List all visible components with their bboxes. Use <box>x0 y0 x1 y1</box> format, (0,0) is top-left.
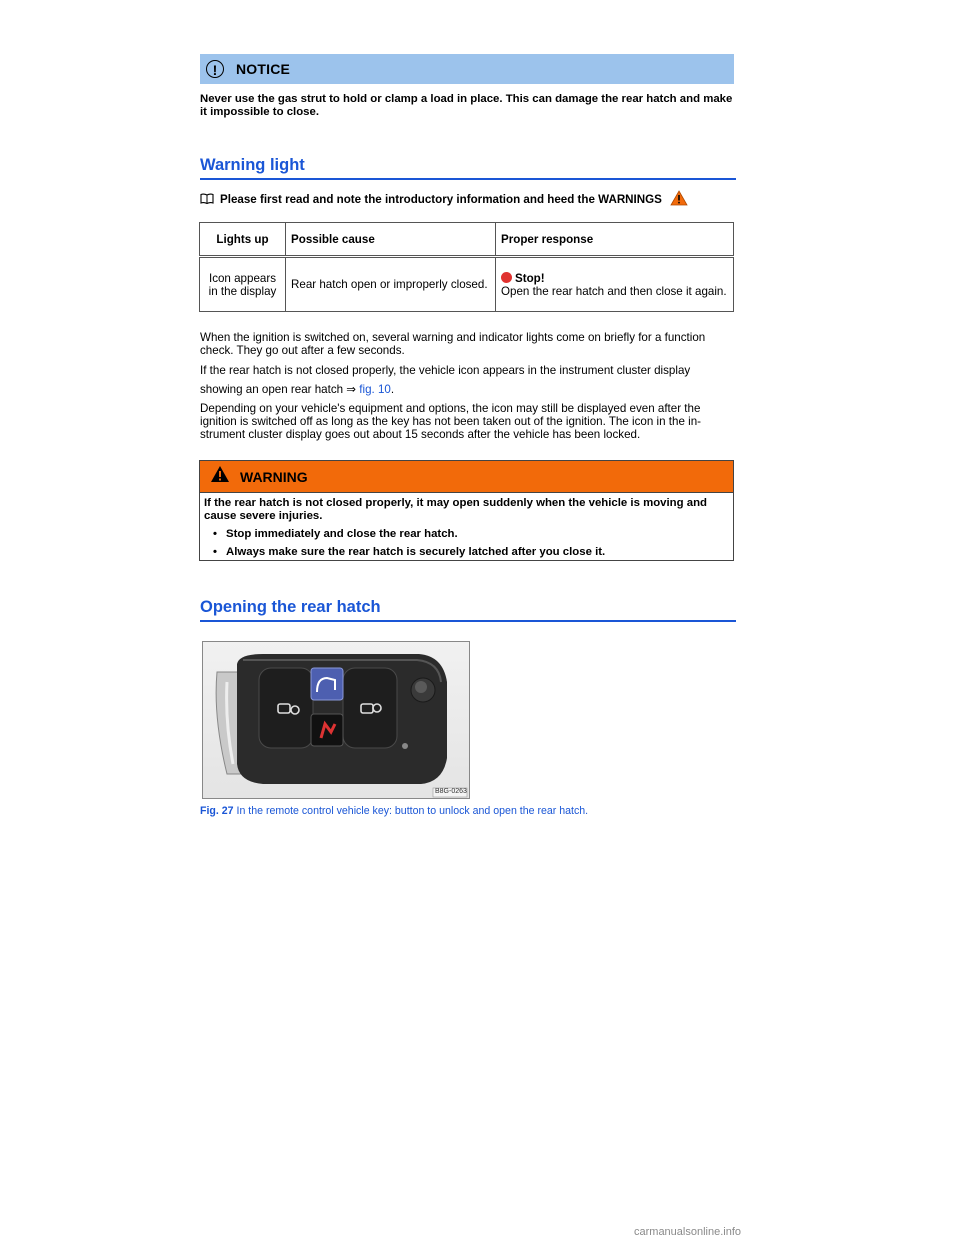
table-header: Possible cause <box>286 223 496 257</box>
cell-cause: Rear hatch open or improperly closed. <box>286 257 496 312</box>
warning-box <box>199 460 734 561</box>
warning-text <box>200 493 733 559</box>
paragraph: Depending on your vehicle's equipment and options, the icon may still be displayed even after the ignition is switched off as long as the key has not been taken out of the ignition. The icon in the in-strument cluster display goes out about 15 seconds after the vehicle has been locked. <box>200 402 701 441</box>
warning-title: WARNING <box>240 468 308 485</box>
paragraph: If the rear hatch is not closed properly, the vehicle icon appears in the instrument cluster display <box>200 364 691 377</box>
notice-header <box>200 54 734 84</box>
notice-title: NOTICE <box>236 61 291 77</box>
fig-10-link[interactable]: fig. 10 <box>359 383 391 396</box>
warning-triangle-icon <box>210 465 230 488</box>
table-header: Proper response <box>496 223 734 257</box>
intro-line <box>200 190 736 209</box>
warning-triangle-icon <box>670 190 688 209</box>
list-item: • Always make sure the rear hatch is securely latched after you close it. <box>213 546 606 558</box>
stop-label: Stop! <box>515 271 545 285</box>
figure-label: Fig. 27 <box>200 805 234 817</box>
remote-key-image <box>203 642 469 798</box>
exclamation-circle-icon: ! <box>206 60 224 78</box>
paragraph <box>200 383 736 396</box>
section-title-warning-light: Warning light <box>200 156 736 180</box>
response-text: Open the rear hatch and then close it again. <box>501 284 727 298</box>
stop-icon <box>501 272 512 283</box>
section-title-opening-rear-hatch: Opening the rear hatch <box>200 598 736 622</box>
remote-key-figure <box>202 641 470 799</box>
watermark[interactable]: carmanualsonline.info <box>634 1226 742 1238</box>
list-item: • Stop immediately and close the rear hatch. <box>213 528 458 540</box>
figure-caption <box>200 805 736 817</box>
cell-lights-up: Icon appears in the display <box>200 257 286 312</box>
book-icon <box>200 193 214 207</box>
warning-header <box>200 461 733 493</box>
intro-text: Please first read and note the introductory information and heed the WARNINGS <box>220 193 662 206</box>
cell-response <box>496 257 734 312</box>
figure-caption-text: In the remote control vehicle key: button to unlock and open the rear hatch. <box>236 805 589 817</box>
paragraph-text: . <box>390 383 395 396</box>
warning-body: If the rear hatch is not closed properly, it may open suddenly when the vehicle is moving and cause severe injuries. <box>204 497 707 522</box>
figure-code: B8G-0263 <box>435 788 467 795</box>
paragraph-text: showing an open rear hatch ⇒ <box>200 383 357 396</box>
paragraph: When the ignition is switched on, several warning and indicator lights come on briefly for a function check. They go out after a few seconds. <box>200 331 706 357</box>
warning-light-table <box>199 222 734 312</box>
notice-text: Never use the gas strut to hold or clamp a load in place. This can damage the rear hatch and make it impossible to close. <box>200 93 733 118</box>
table-row <box>200 257 734 312</box>
table-header: Lights up <box>200 223 286 257</box>
